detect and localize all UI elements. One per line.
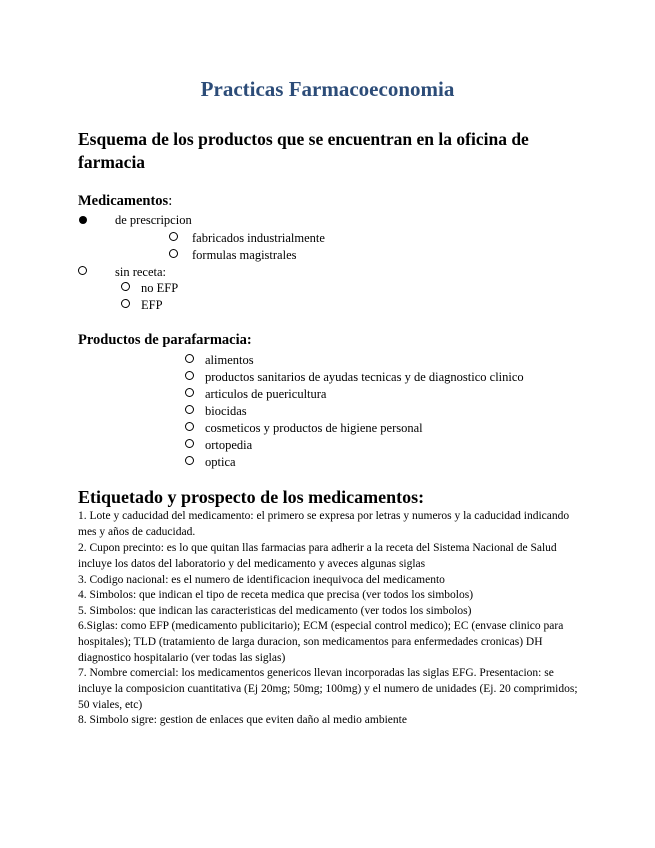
medicamentos-heading-colon: : xyxy=(168,193,173,209)
list-item: EFP xyxy=(141,298,163,312)
etiquetado-item-2: 2. Cupon precinto: es lo que quitan llas farmacias para adherir a la receta del Sistema Nacional de Salud incluye los datos del laboratorio y del medicamento y aveces algunas siglas xyxy=(78,542,557,570)
etiquetado-item-4: 4. Simbolos: que indican el tipo de receta medica que precisa (ver todos los simbolos) xyxy=(78,589,474,601)
etiquetado-item-5: 5. Simbolos: que indican las caracteristicas del medicamento (ver todos los simbolos) xyxy=(78,605,472,617)
list-item: articulos de puericultura xyxy=(205,387,327,401)
list-item: productos sanitarios de ayudas tecnicas y de diagnostico clinico xyxy=(205,370,524,384)
circle-bullet-icon xyxy=(185,456,194,465)
etiquetado-item-6: 6.Siglas: como EFP (medicamento publicitario); ECM (especial control medico); EC (envase clinico para hospitales); TLD (tratamiento de larga duracion, son medicamentos para enfermedades cronicas) DH diagnostico hospitalario (ver todas las siglas) xyxy=(78,620,564,664)
list-item: biocidas xyxy=(205,404,247,418)
medicamentos-heading xyxy=(78,193,172,210)
etiquetado-heading: Etiquetado y prospecto de los medicamentos: xyxy=(78,487,425,507)
circle-bullet-icon xyxy=(185,422,194,431)
list-item: fabricados industrialmente xyxy=(192,231,325,245)
circle-bullet-icon xyxy=(78,266,87,275)
circle-bullet-icon xyxy=(185,439,194,448)
list-item: ortopedia xyxy=(205,438,253,452)
parafarmacia-heading: Productos de parafarmacia: xyxy=(78,332,252,348)
list-item: optica xyxy=(205,455,236,469)
list-item-prescripcion: de prescripcion xyxy=(115,213,192,227)
circle-bullet-icon xyxy=(185,388,194,397)
list-item: alimentos xyxy=(205,353,254,367)
circle-bullet-icon xyxy=(185,371,194,380)
document-title: Practicas Farmacoeconomia xyxy=(200,77,455,101)
disc-bullet-icon xyxy=(79,216,87,224)
circle-bullet-icon xyxy=(169,249,178,258)
list-item: cosmeticos y productos de higiene personal xyxy=(205,421,423,435)
medicamentos-heading-text: Medicamentos xyxy=(78,193,169,209)
etiquetado-item-3: 3. Codigo nacional: es el numero de identificacion inequivoca del medicamento xyxy=(78,574,445,586)
etiquetado-item-7: 7. Nombre comercial: los medicamentos genericos llevan incorporadas las siglas EFG. Presentacion: se incluye la composicion cuantitativa (Ej 20mg; 50mg; 100mg) y el numero de unidades (Ej. 20 comprimidos; 50 viales, etc) xyxy=(78,667,578,711)
schema-heading: Esquema de los productos que se encuentran en la oficina de farmacia xyxy=(78,129,529,172)
circle-bullet-icon xyxy=(121,299,130,308)
circle-bullet-icon xyxy=(185,354,194,363)
list-item-sin-receta: sin receta: xyxy=(115,265,167,279)
list-item: formulas magistrales xyxy=(192,248,297,262)
circle-bullet-icon xyxy=(169,232,178,241)
etiquetado-item-1: 1. Lote y caducidad del medicamento: el primero se expresa por letras y numeros y la caducidad indicando mes y años de caducidad. xyxy=(78,510,570,538)
etiquetado-item-8: 8. Simbolo sigre: gestion de enlaces que eviten daño al medio ambiente xyxy=(78,714,407,726)
list-item: no EFP xyxy=(141,281,179,295)
circle-bullet-icon xyxy=(121,282,130,291)
circle-bullet-icon xyxy=(185,405,194,414)
